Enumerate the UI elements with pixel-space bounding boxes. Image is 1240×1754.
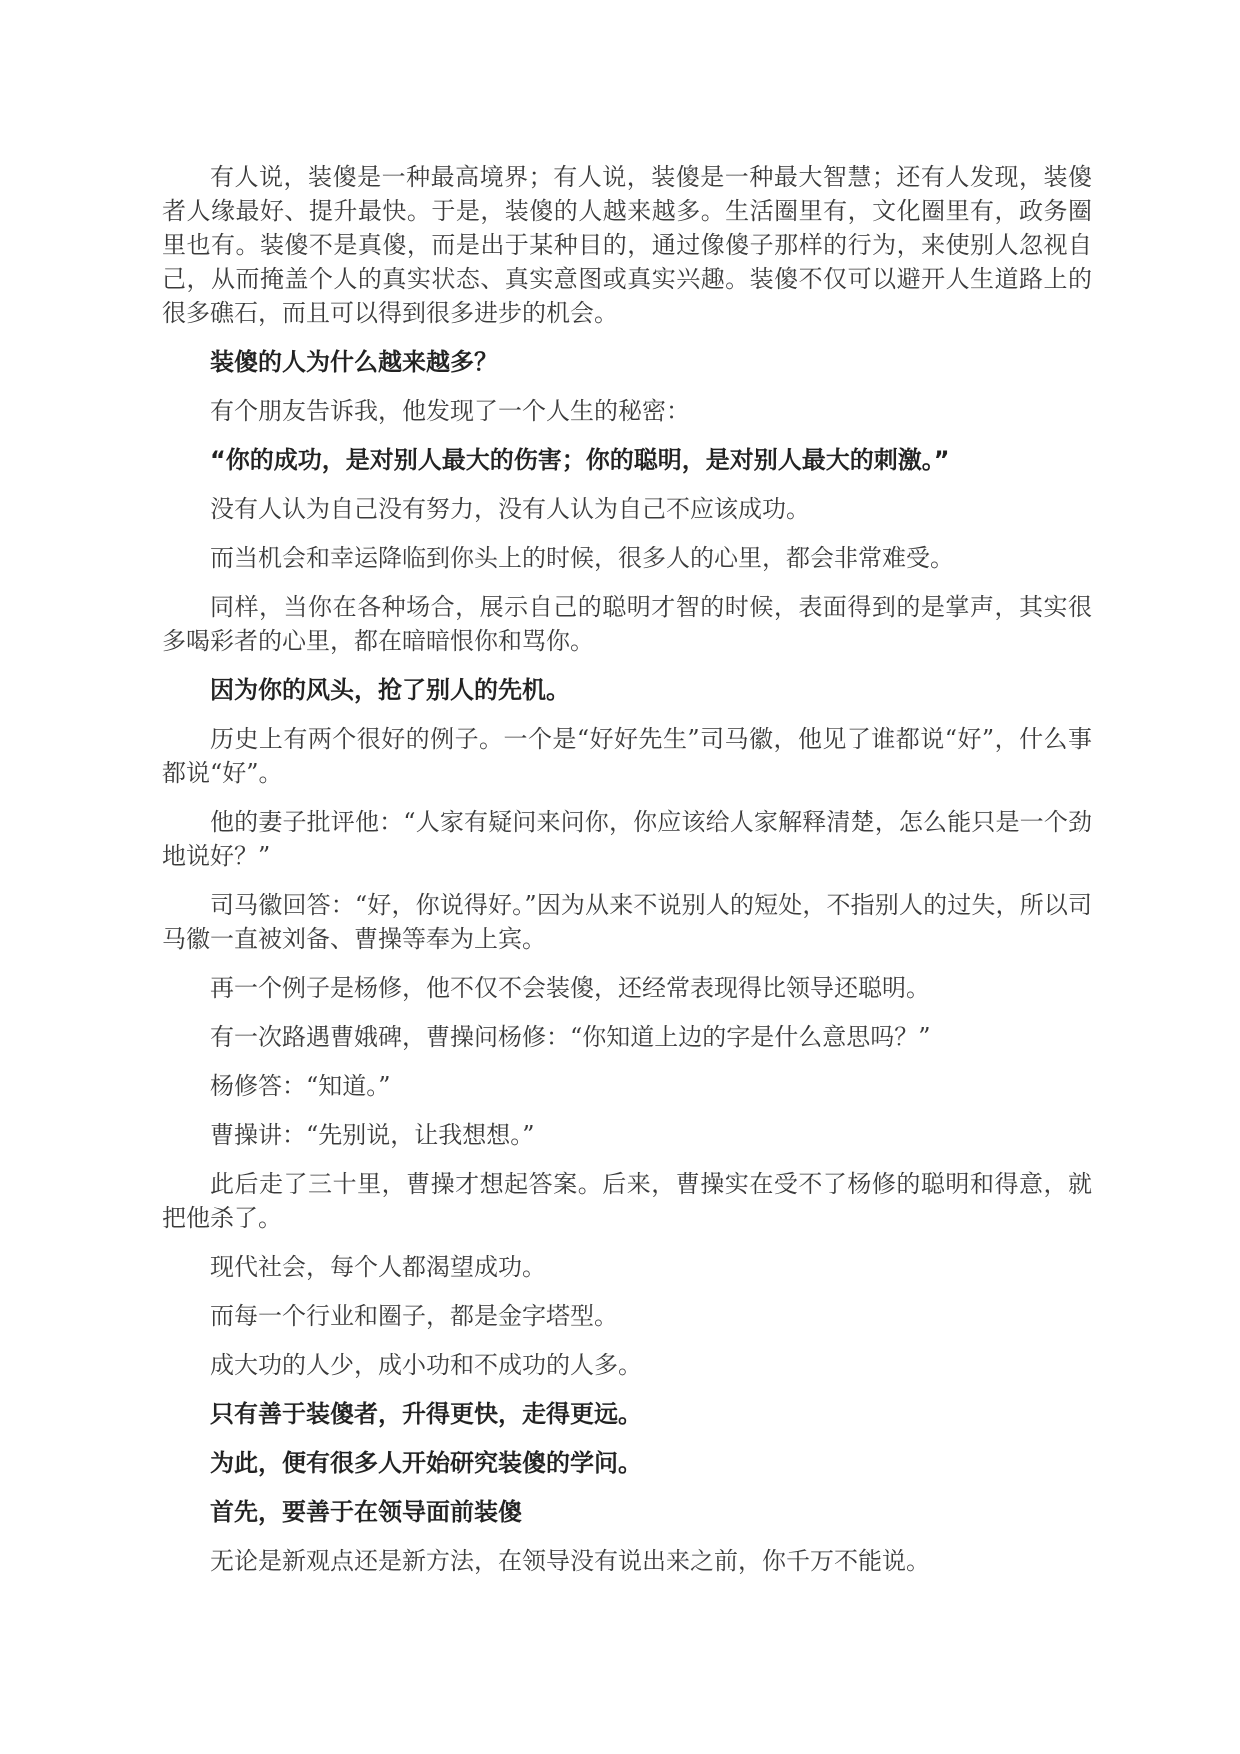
paragraph: 而每一个行业和圈子，都是金字塔型。 xyxy=(210,1302,618,1330)
paragraph: 曹操讲：“先别说，让我想想。” xyxy=(210,1121,535,1149)
paragraph: 此后走了三十里，曹操才想起答案。后来，曹操实在受不了杨修的聪明和得意，就把他杀了。 xyxy=(162,1170,1092,1232)
paragraph: 他的妻子批评他：“人家有疑问来问你，你应该给人家解释清楚，怎么能只是一个劲地说好？” xyxy=(162,808,1092,870)
paragraph: 历史上有两个很好的例子。一个是“好好先生”司马徽，他见了谁都说“好”，什么事都说“好”。 xyxy=(162,725,1092,787)
bold-statement: 因为你的风头，抢了别人的先机。 xyxy=(210,676,570,704)
paragraph: 成大功的人少，成小功和不成功的人多。 xyxy=(210,1351,642,1379)
paragraph: 有个朋友告诉我，他发现了一个人生的秘密： xyxy=(210,397,690,425)
paragraph: 有一次路遇曹娥碑，曹操问杨修：“你知道上边的字是什么意思吗？” xyxy=(210,1023,931,1051)
paragraph: 现代社会，每个人都渴望成功。 xyxy=(210,1253,546,1281)
paragraph: 无论是新观点还是新方法，在领导没有说出来之前，你千万不能说。 xyxy=(210,1547,930,1575)
quote-bold: “你的成功，是对别人最大的伤害；你的聪明，是对别人最大的刺激。” xyxy=(210,446,950,474)
paragraph: 司马徽回答：“好，你说得好。”因为从来不说别人的短处，不指别人的过失，所以司马徽一直被刘备、曹操等奉为上宾。 xyxy=(162,891,1092,953)
paragraph-intro: 有人说，装傻是一种最高境界；有人说，装傻是一种最大智慧；还有人发现，装傻者人缘最好、提升最快。于是，装傻的人越来越多。生活圈里有，文化圈里有，政务圈里也有。装傻不是真傻，而是出于某种目的，通过像傻子那样的行为，来使别人忽视自己，从而掩盖个人的真实状态、真实意图或真实兴趣。装傻不仅可以避开人生道路上的很多礁石，而且可以得到很多进步的机会。 xyxy=(162,163,1092,327)
paragraph: 而当机会和幸运降临到你头上的时候，很多人的心里，都会非常难受。 xyxy=(210,544,954,572)
bold-statement: 为此，便有很多人开始研究装傻的学问。 xyxy=(210,1449,642,1477)
heading-why-more: 装傻的人为什么越来越多？ xyxy=(210,348,498,376)
document-body xyxy=(162,160,1092,1593)
paragraph: 同样，当你在各种场合，展示自己的聪明才智的时候，表面得到的是掌声，其实很多喝彩者的心里，都在暗暗恨你和骂你。 xyxy=(162,593,1092,655)
bold-statement: 只有善于装傻者，升得更快，走得更远。 xyxy=(210,1400,642,1428)
paragraph: 再一个例子是杨修，他不仅不会装傻，还经常表现得比领导还聪明。 xyxy=(210,974,930,1002)
paragraph: 没有人认为自己没有努力，没有人认为自己不应该成功。 xyxy=(210,495,810,523)
paragraph: 杨修答：“知道。” xyxy=(210,1072,391,1100)
section-heading: 首先，要善于在领导面前装傻 xyxy=(210,1498,522,1526)
